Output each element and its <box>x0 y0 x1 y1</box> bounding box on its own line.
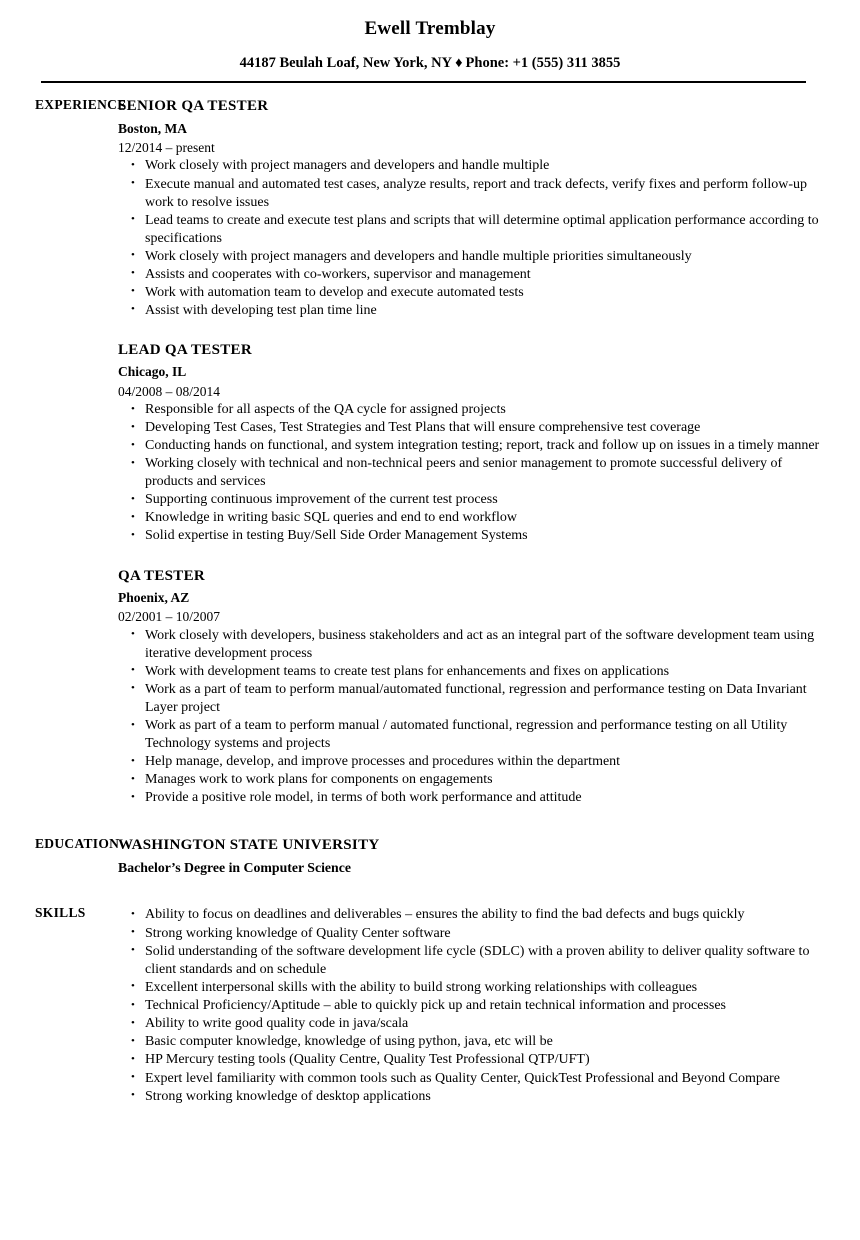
job-bullet: • Solid expertise in testing Buy/Sell Side Order Management Systems <box>118 527 832 545</box>
contact-line <box>0 55 860 72</box>
experience-body <box>118 97 860 807</box>
job-bullet: • Working closely with technical and non-technical peers and senior management to promote successful delivery of products and services <box>118 455 832 491</box>
header-divider <box>41 81 806 83</box>
job-entry <box>118 341 832 546</box>
job-dates: 04/2008 – 08/2014 <box>118 383 221 399</box>
job-dates: 02/2001 – 10/2007 <box>118 609 221 625</box>
job-bullet: • Lead teams to create and execute test plans and scripts that will determine optimal application performance according to specifications <box>118 212 832 248</box>
contact-address: 44187 Beulah Loaf, New York, NY <box>239 54 453 71</box>
section-label-experience: EXPERIENCE <box>35 97 127 113</box>
job-title: LEAD QA TESTER <box>118 341 252 358</box>
job-dates: 12/2014 – present <box>118 139 215 155</box>
job-bullet-list <box>118 157 832 319</box>
job-bullet: • Conducting hands on functional, and system integration testing; report, track and follow up on issues in a timely manner <box>118 437 832 455</box>
skill-bullet: • Ability to write good quality code in java/scala <box>118 1015 832 1033</box>
skills-bullet-list <box>118 906 832 1105</box>
job-location: Chicago, IL <box>118 364 187 380</box>
experience-section <box>0 97 860 807</box>
job-bullet: • Provide a positive role model, in terms of both work performance and attitude <box>118 789 832 807</box>
job-bullet-list <box>118 627 832 807</box>
job-bullet: • Assists and cooperates with co-workers, supervisor and management <box>118 266 832 284</box>
job-bullet: • Execute manual and automated test cases, analyze results, report and track defects, verify fixes and perform follow-up work to resolve issues <box>118 176 832 212</box>
skill-bullet: • Technical Proficiency/Aptitude – able to quickly pick up and retain technical information and processes <box>118 997 832 1015</box>
skills-body <box>118 905 860 1105</box>
job-bullet: • Work closely with developers, business stakeholders and act as an integral part of the software development team using iterative development process <box>118 627 832 663</box>
skill-bullet: • Basic computer knowledge, knowledge of using python, java, etc will be <box>118 1033 832 1051</box>
skill-bullet: • Expert level familiarity with common tools such as Quality Center, QuickTest Professional and Beyond Compare <box>118 1070 832 1088</box>
section-label-education: EDUCATION <box>35 836 120 852</box>
contact-phone: Phone: +1 (555) 311 3855 <box>465 54 621 71</box>
job-bullet-list <box>118 401 832 545</box>
job-bullet: • Work with development teams to create test plans for enhancements and fixes on applications <box>118 663 832 681</box>
job-bullet: • Responsible for all aspects of the QA cycle for assigned projects <box>118 401 832 419</box>
education-degree: Bachelor’s Degree in Computer Science <box>118 859 351 875</box>
skill-bullet: • Excellent interpersonal skills with the ability to build strong working relationships with colleagues <box>118 979 832 997</box>
skill-bullet: • HP Mercury testing tools (Quality Centre, Quality Test Professional QTP/UFT) <box>118 1051 832 1069</box>
skill-bullet: • Strong working knowledge of desktop applications <box>118 1088 832 1106</box>
job-bullet: • Work closely with project managers and developers and handle multiple priorities simultaneously <box>118 248 832 266</box>
job-location: Phoenix, AZ <box>118 590 190 606</box>
job-title: QA TESTER <box>118 567 206 584</box>
job-bullet: • Work with automation team to develop and execute automated tests <box>118 284 832 302</box>
job-entry <box>118 97 832 320</box>
job-bullet: • Work closely with project managers and developers and handle multiple <box>118 157 832 175</box>
diamond-separator-icon: ♦ <box>455 54 463 71</box>
job-title: SENIOR QA TESTER <box>118 98 269 115</box>
job-bullet: • Manages work to work plans for components on engagements <box>118 771 832 789</box>
resume-header <box>0 0 860 83</box>
job-bullet: • Assist with developing test plan time line <box>118 302 832 320</box>
skill-bullet: • Ability to focus on deadlines and deliverables – ensures the ability to find the bad defects and bugs quickly <box>118 906 832 924</box>
job-bullet: • Work as part of a team to perform manual / automated functional, regression and performance testing on all Utility Technology systems and projects <box>118 717 832 753</box>
job-bullet: • Developing Test Cases, Test Strategies and Test Plans that will ensure comprehensive test coverage <box>118 419 832 437</box>
section-label-skills: SKILLS <box>35 905 86 921</box>
skill-bullet: • Strong working knowledge of Quality Center software <box>118 925 832 943</box>
education-school: WASHINGTON STATE UNIVERSITY <box>118 837 380 854</box>
job-bullet: • Supporting continuous improvement of the current test process <box>118 491 832 509</box>
job-bullet: • Help manage, develop, and improve processes and procedures within the department <box>118 753 832 771</box>
job-entry <box>118 567 832 808</box>
skill-bullet: • Solid understanding of the software development life cycle (SDLC) with a proven ability to deliver quality software to client standards and on schedule <box>118 943 832 979</box>
education-section <box>0 836 860 877</box>
job-bullet: • Work as a part of team to perform manual/automated functional, regression and performance testing on Data Invariant Layer project <box>118 681 832 717</box>
skills-section <box>0 905 860 1105</box>
education-body <box>118 836 860 877</box>
candidate-name: Ewell Tremblay <box>364 18 496 39</box>
job-bullet: • Knowledge in writing basic SQL queries and end to end workflow <box>118 509 832 527</box>
job-location: Boston, MA <box>118 120 188 136</box>
